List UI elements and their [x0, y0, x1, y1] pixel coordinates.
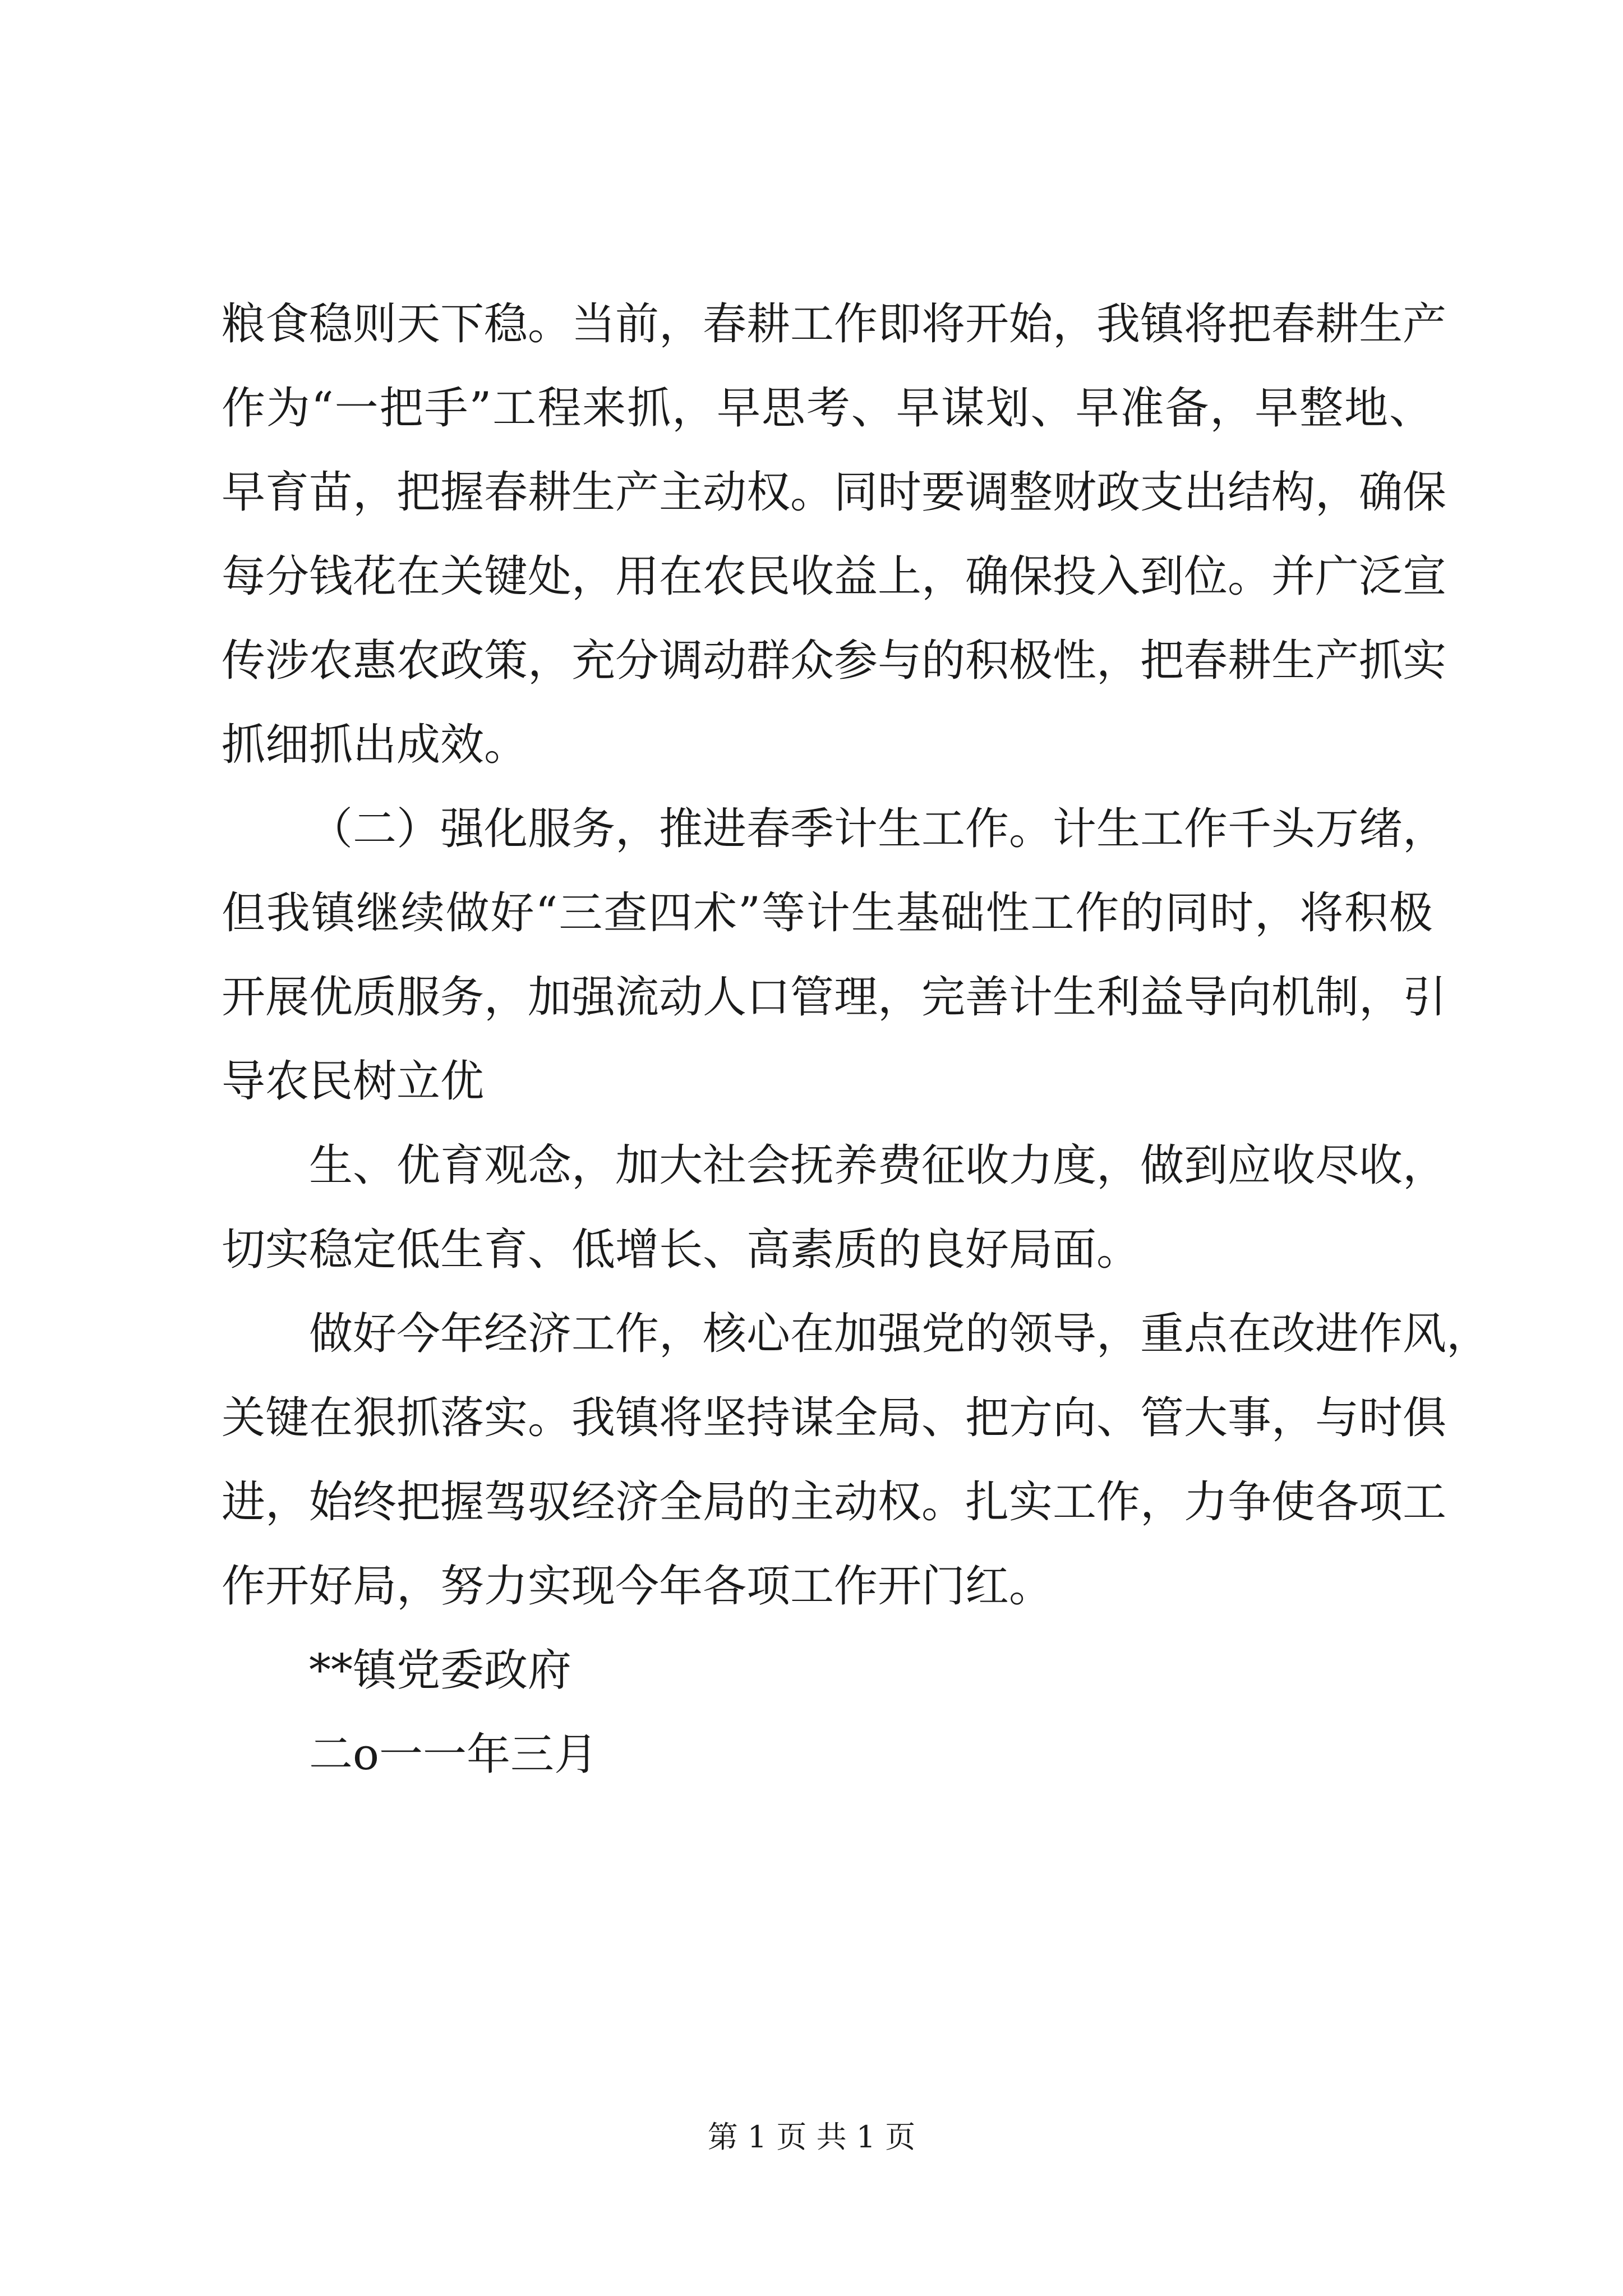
paragraph-4-line-1: 做好今年经济工作，核心在加强党的领导，重点在改进作风， — [309, 1309, 1491, 1359]
signature-date: 二o一一年三月 — [309, 1729, 598, 1780]
paragraph-2-line-3: 开展优质服务，加强流动人口管理，完善计生利益导向机制，引 — [222, 972, 1447, 1023]
paragraph-4-line-3: 进，始终把握驾驭经济全局的主动权。扎实工作，力争使各项工 — [222, 1477, 1447, 1527]
paragraph-1-line-1: 粮食稳则天下稳。当前，春耕工作即将开始，我镇将把春耕生产 — [222, 299, 1447, 349]
page-number-footer: 第 1 页 共 1 页 — [707, 2119, 916, 2155]
paragraph-1-line-2: 作为“一把手”工程来抓，早思考、早谋划、早准备，早整地、 — [222, 383, 1433, 434]
document-body — [222, 297, 1491, 1812]
paragraph-3-line-2: 切实稳定低生育、低增长、高素质的良好局面。 — [222, 1225, 1141, 1275]
paragraph-4-line-2: 关键在狠抓落实。我镇将坚持谋全局、把方向、管大事，与时俱 — [222, 1393, 1447, 1443]
paragraph-2-line-2: 但我镇继续做好“三查四术”等计生基础性工作的同时，将积极 — [222, 888, 1433, 938]
paragraph-4-line-4: 作开好局，努力实现今年各项工作开门红。 — [222, 1561, 1053, 1612]
paragraph-1-line-6: 抓细抓出成效。 — [222, 720, 528, 770]
paragraph-2-line-1: （二）强化服务，推进春季计生工作。计生工作千头万绪， — [309, 804, 1447, 854]
paragraph-3-line-1: 生、优育观念，加大社会抚养费征收力度，做到应收尽收， — [309, 1140, 1447, 1191]
paragraph-1-line-5: 传涉农惠农政策，充分调动群众参与的积极性，把春耕生产抓实 — [222, 636, 1447, 686]
paragraph-1-line-3: 早育苗，把握春耕生产主动权。同时要调整财政支出结构，确保 — [222, 467, 1447, 518]
paragraph-1-line-4: 每分钱花在关键处，用在农民收益上，确保投入到位。并广泛宣 — [222, 551, 1447, 602]
paragraph-2-line-4: 导农民树立优 — [222, 1056, 485, 1107]
signature-organization: **镇党委政府 — [309, 1645, 572, 1696]
